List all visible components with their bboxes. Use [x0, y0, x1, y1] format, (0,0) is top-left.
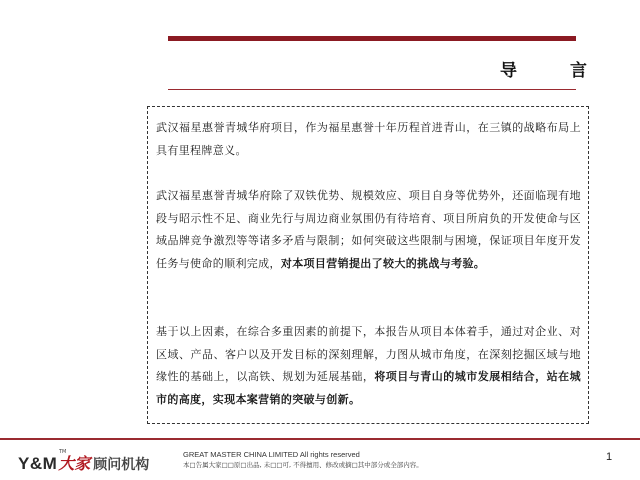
paragraph-1: [156, 117, 581, 162]
paragraph-2: [156, 185, 581, 275]
footer-rule: [0, 438, 640, 440]
logo-subtitle: 顾问机构: [93, 457, 150, 473]
company-logo: [18, 451, 149, 473]
logo-ym-text: Y&M: [18, 454, 58, 473]
paragraph-1-text: 武汉福星惠誉青城华府项目，作为福星惠誉十年历程首进青山，在三镇的战略布局上具有里程牌意义。: [156, 121, 581, 157]
logo-trademark: TM: [59, 449, 67, 455]
paragraph-3-text: 基于以上因素，在综合多重因素的前提下，本报告从项目本体着手，通过对企业、对区域、产品、客户以及开发目标的深刻理解，力图从城市角度，在深刻挖掘区域与地缘性的基础上，以高铁、规划为延展基础，: [156, 325, 581, 384]
paragraph-2-text: 武汉福星惠誉青城华府除了双铁优势、规模效应、项目自身等优势外，还面临现有地段与昭示性不足、商业先行与周边商业氛围仍有待培育、项目所肩负的开发使命与区域品牌竞争激烈等等诸多矛盾与限制；如何突破这些限制与困境，保证项目年度开发任务与使命的顺利完成，: [156, 189, 581, 270]
header-top-rule: [168, 36, 576, 41]
paragraph-2-bold: 对本项目营销提出了较大的挑战与考验。: [280, 256, 486, 270]
footer-copyright: [183, 450, 423, 470]
page-title: 导 言: [500, 61, 605, 81]
title-underline: [168, 89, 576, 90]
content-box: [147, 106, 589, 424]
page-number: 1: [606, 451, 613, 463]
footer-notice-line: 本□告属大家□□原□出品, 未□□可, 不得擅用、修改或摘□其中部分或全部内容。: [183, 461, 423, 469]
logo-brand-text: 大家: [58, 454, 91, 473]
paragraph-3: [156, 321, 581, 411]
paragraph-3-bold: 将项目与青山的城市发展相结合，站在城市的高度，实现本案营销的突破与创新。: [156, 370, 581, 406]
footer-company-line: GREAT MASTER CHINA LIMITED All rights reserved: [183, 450, 360, 459]
